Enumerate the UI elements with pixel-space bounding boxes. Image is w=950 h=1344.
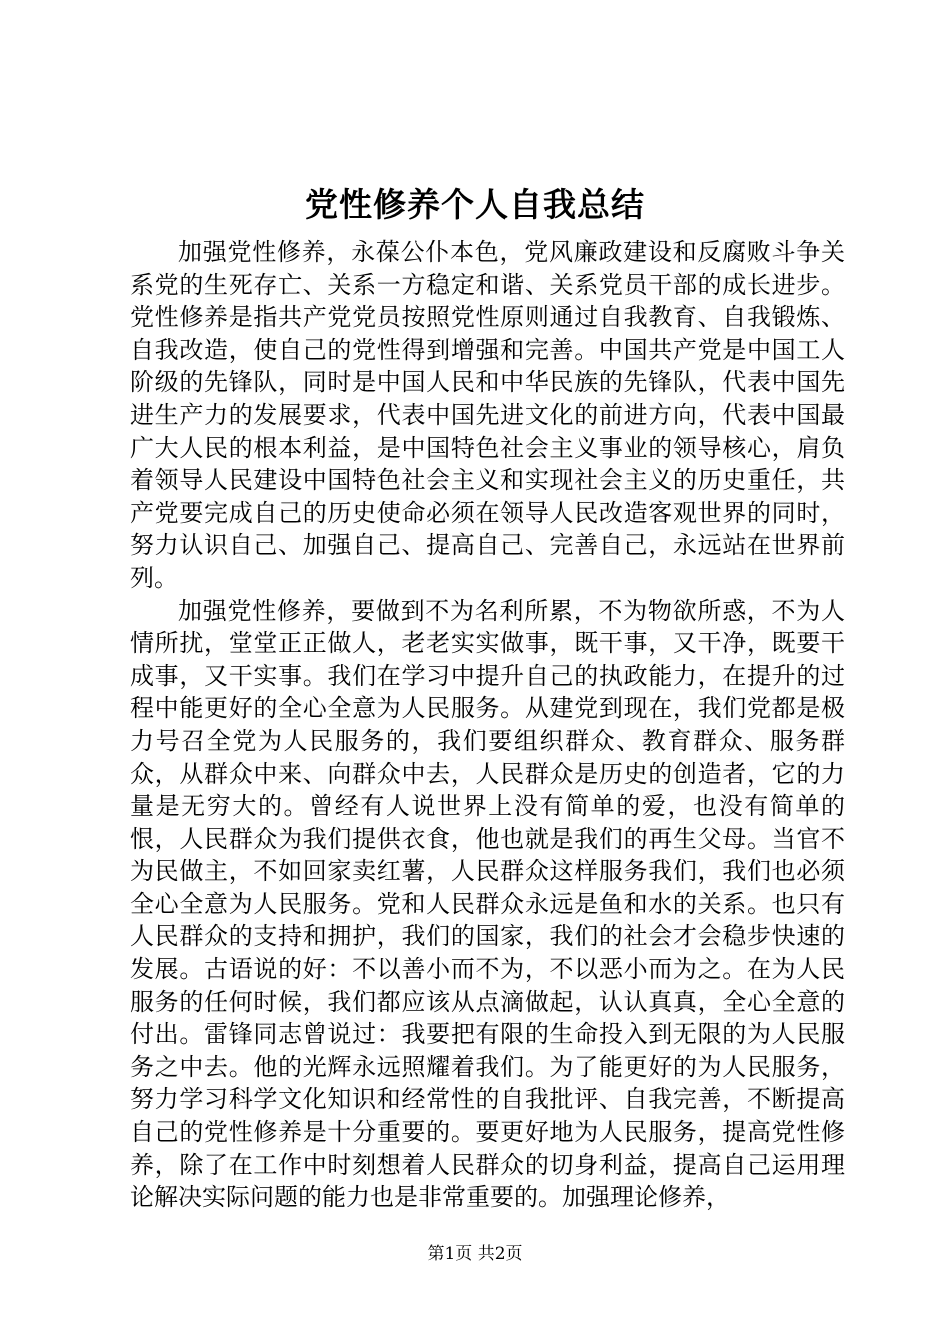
page-number-footer: 第1页 共2页: [427, 1244, 523, 1264]
paragraph-1: 加强党性修养，永葆公仆本色，党风廉政建设和反腐败斗争关系党的生死存亡、关系一方稳定和谐、关系党员干部的成长进步。党性修养是指共产党党员按照党性原则通过自我教育、自我锻炼、自我改造，使自己的党性得到增强和完善。中国共产党是中国工人阶级的先锋队，同时是中国人民和中华民族的先锋队，代表中国先进生产力的发展要求，代表中国先进文化的前进方向，代表中国最广大人民的根本利益，是中国特色社会主义事业的领导核心，肩负着领导人民建设中国特色社会主义和实现社会主义的历史重任，共产党要完成自己的历史使命必须在领导人民改造客观世界的同时，努力认识自己、加强自己、提高自己、完善自己，永远站在世界前列。: [130, 238, 845, 592]
paragraph-2: 加强党性修养，要做到不为名利所累，不为物欲所惑，不为人情所扰，堂堂正正做人，老老实实做事，既干事，又干净，既要干成事，又干实事。我们在学习中提升自己的执政能力，在提升的过程中能更好的全心全意为人民服务。从建党到现在，我们党都是极力号召全党为人民服务的，我们要组织群众、教育群众、服务群众，从群众中来、向群众中去，人民群众是历史的创造者，它的力量是无穷大的。曾经有人说世界上没有简单的爱，也没有简单的恨，人民群众为我们提供衣食，他也就是我们的再生父母。当官不为民做主，不如回家卖红薯，人民群众这样服务我们，我们也必须全心全意为人民服务。党和人民群众永远是鱼和水的关系。也只有人民群众的支持和拥护，我们的国家，我们的社会才会稳步快速的发展。古语说的好：不以善小而不为，不以恶小而为之。在为人民服务的任何时候，我们都应该从点滴做起，认认真真，全心全意的付出。雷锋同志曾说过：我要把有限的生命投入到无限的为人民服务之中去。他的光辉永远照耀着我们。为了能更好的为人民服务，努力学习科学文化知识和经常性的自我批评、自我完善，不断提高自己的党性修养是十分重要的。要更好地为人民服务，提高党性修养，除了在工作中时刻想着人民群众的切身利益，提高自己运用理论解决实际问题的能力也是非常重要的。加强理论修养，: [130, 596, 845, 1212]
document-body: [130, 236, 845, 1214]
document-title: 党性修养个人自我总结: [305, 185, 645, 224]
